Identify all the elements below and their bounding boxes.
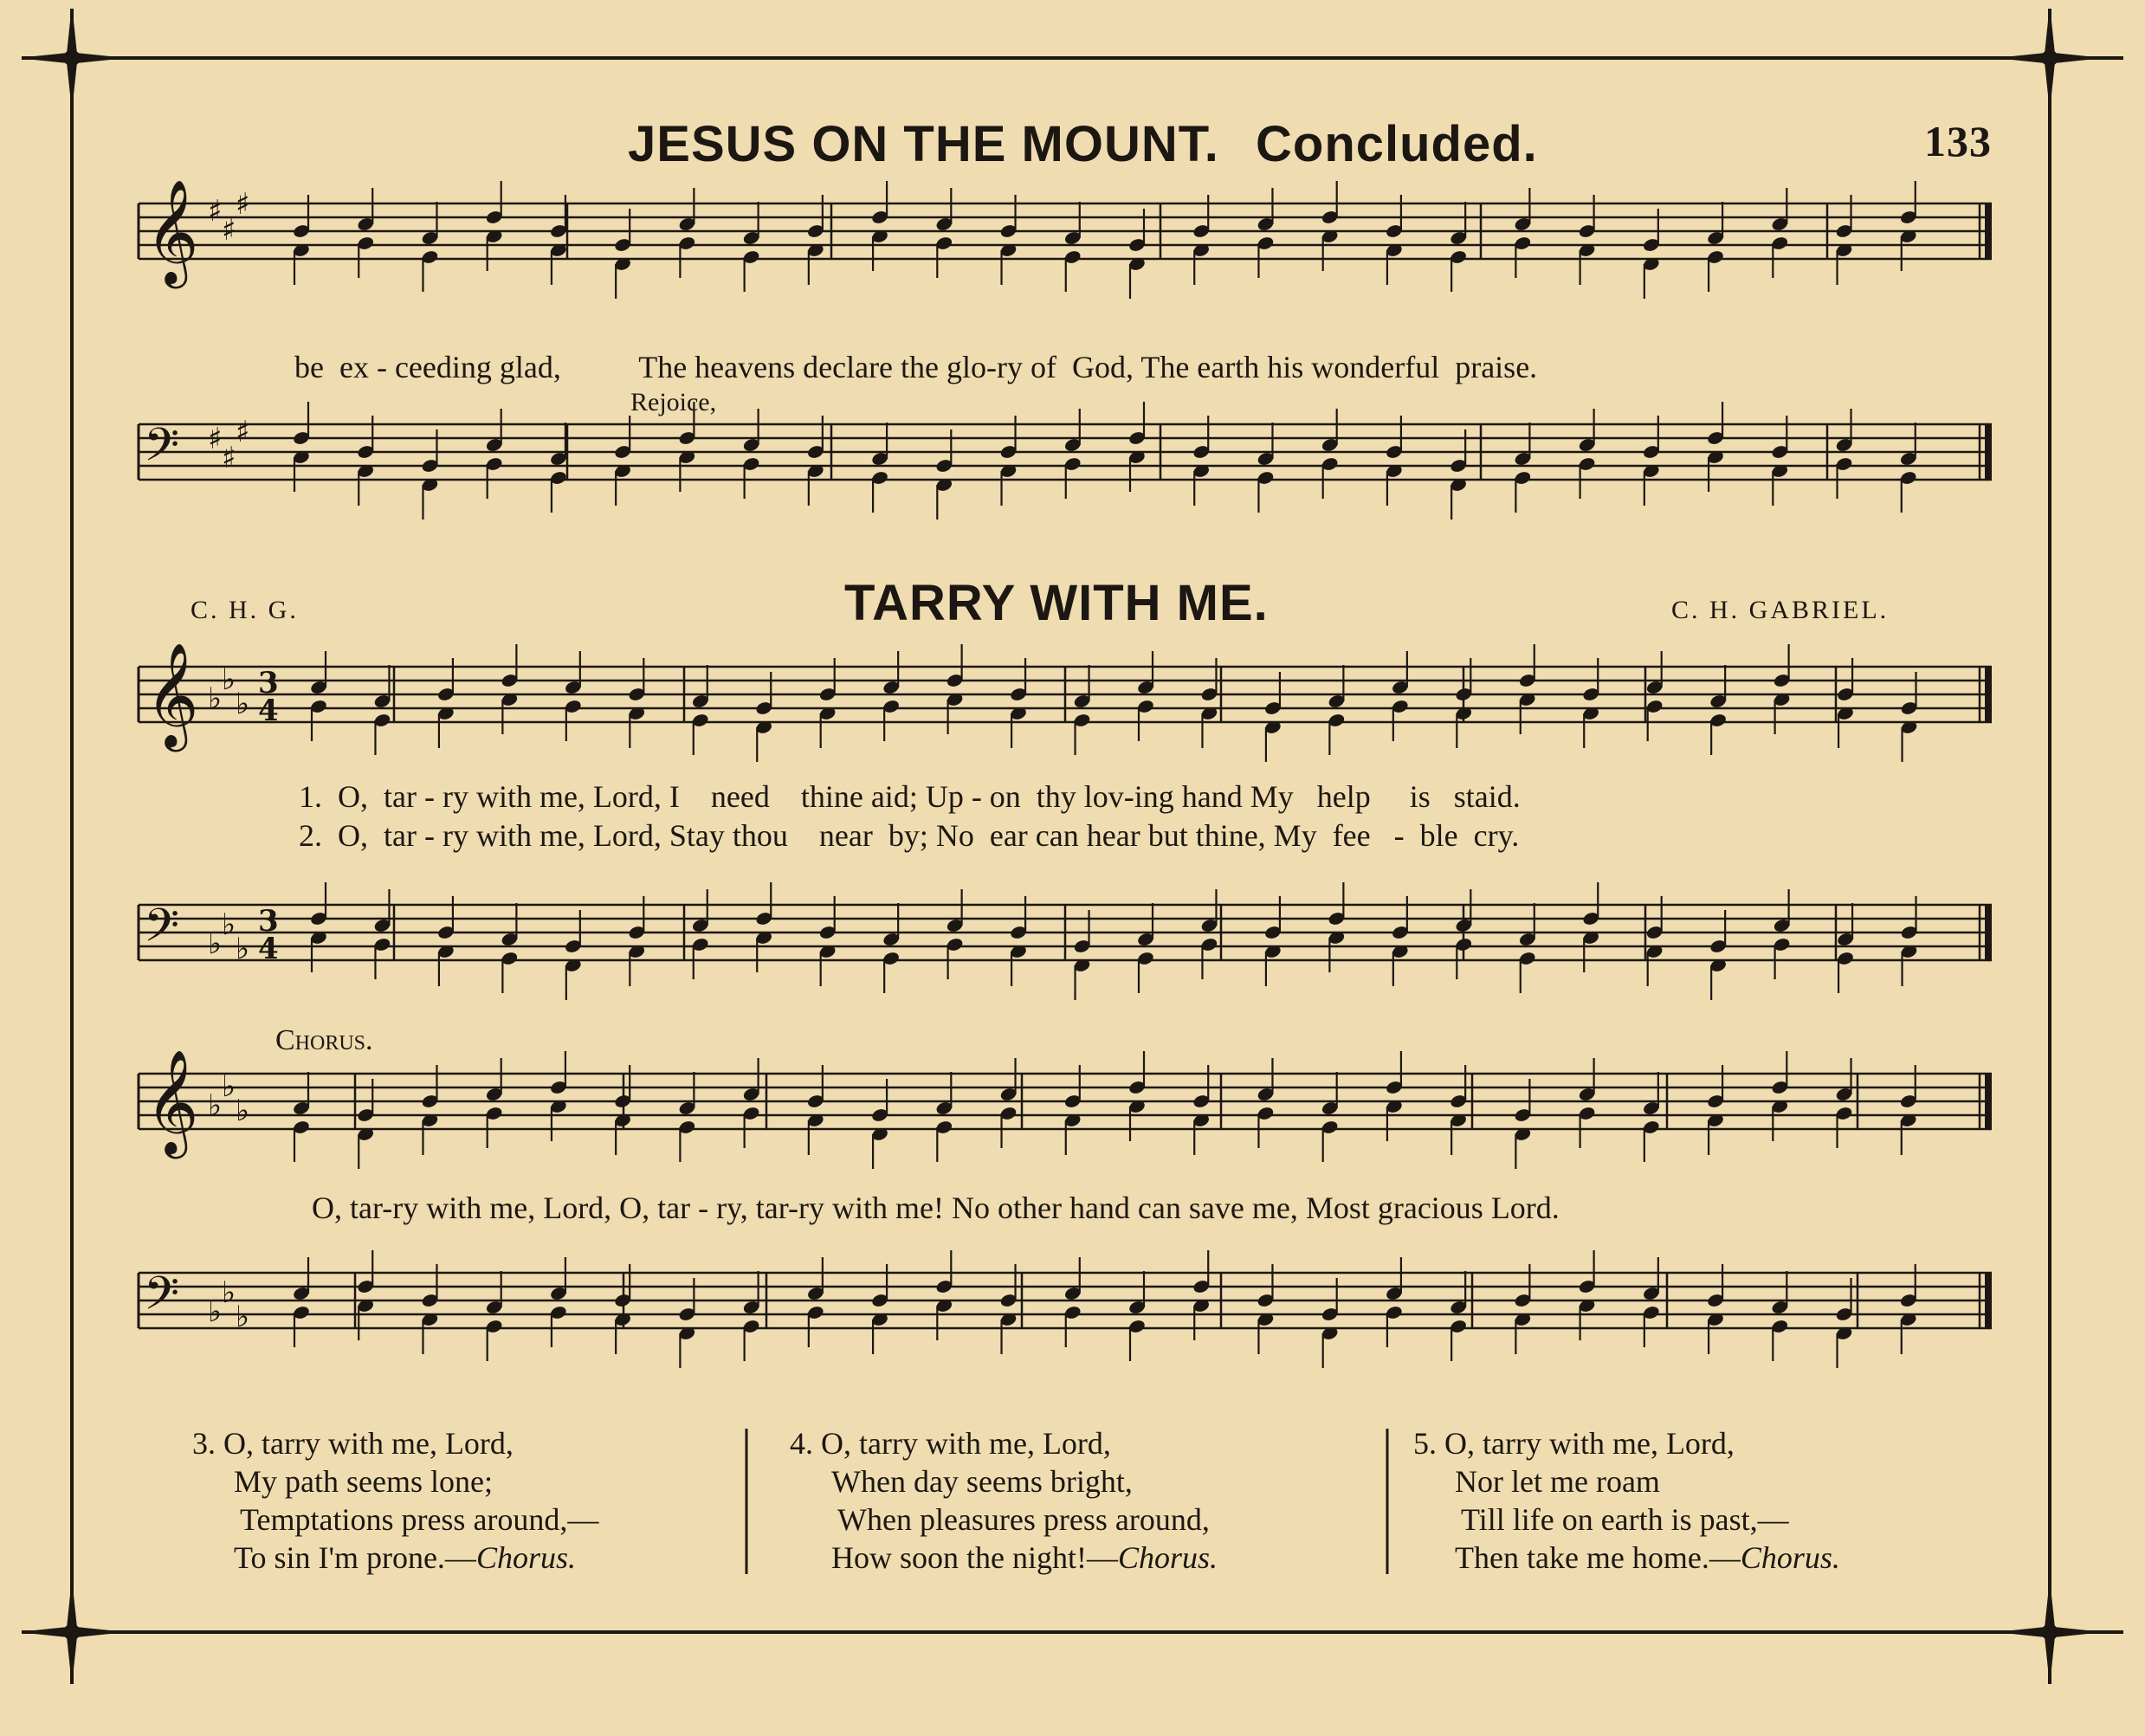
time-signature-bottom: 4 bbox=[258, 694, 279, 728]
verse-5 bbox=[1413, 1424, 1840, 1577]
corner-ornament-icon bbox=[2000, 1583, 2100, 1681]
hymn2-verse1-line: 1. O, tar - ry with me, Lord, I need thine aid; Up - on thy lov-ing hand My help is staid. bbox=[299, 779, 1521, 814]
corner-ornament-icon bbox=[22, 9, 122, 107]
sharp-sign-icon: ♯ bbox=[236, 187, 250, 222]
hymn2-author: C. H. G. bbox=[191, 596, 299, 624]
flat-sign-icon: ♭ bbox=[222, 1275, 236, 1310]
flat-sign-icon: ♭ bbox=[236, 1094, 250, 1128]
verse-line: When pleasures press around, bbox=[837, 1502, 1210, 1537]
hymn1-subtitle: Concluded. bbox=[1256, 116, 1538, 172]
hymn1-alto-cue: Rejoice, bbox=[630, 388, 717, 416]
sharp-sign-icon: ♯ bbox=[208, 422, 223, 456]
treble-clef-icon: 𝄞 bbox=[145, 642, 199, 747]
verse-line: Temptations press around,— bbox=[240, 1502, 599, 1537]
flat-sign-icon: ♭ bbox=[208, 1088, 223, 1123]
flat-sign-icon: ♭ bbox=[208, 1294, 223, 1329]
verse-line: Nor let me roam bbox=[1455, 1464, 1660, 1499]
verse-line: 3. O, tarry with me, Lord, bbox=[192, 1426, 514, 1461]
flat-sign-icon: ♭ bbox=[222, 662, 236, 697]
sharp-sign-icon: ♯ bbox=[222, 213, 236, 248]
corner-ornament-icon bbox=[2000, 9, 2100, 107]
verse-line: To sin I'm prone.—Chorus. bbox=[234, 1540, 576, 1575]
verse-line: 5. O, tarry with me, Lord, bbox=[1413, 1426, 1735, 1461]
flat-sign-icon: ♭ bbox=[208, 681, 223, 716]
verse-3 bbox=[192, 1424, 598, 1577]
bass-clef-icon: 𝄢 bbox=[144, 900, 180, 964]
page-number: 133 bbox=[1924, 117, 1992, 165]
verse-4 bbox=[790, 1424, 1218, 1577]
time-signature-top: 3 bbox=[258, 904, 279, 939]
time-signature-top: 3 bbox=[258, 666, 279, 700]
hymn2-title: TARRY WITH ME. bbox=[844, 575, 1269, 631]
treble-clef-icon: 𝄞 bbox=[145, 1049, 199, 1154]
hymn2-composer: C. H. GABRIEL. bbox=[1671, 596, 1890, 624]
flat-sign-icon: ♭ bbox=[208, 926, 223, 961]
treble-clef-icon: 𝄞 bbox=[145, 178, 199, 284]
verse-line: Then take me home.—Chorus. bbox=[1455, 1540, 1840, 1575]
bass-clef-icon: 𝄢 bbox=[144, 1268, 180, 1332]
flat-sign-icon: ♭ bbox=[236, 1300, 250, 1334]
chorus-label: Chorus. bbox=[275, 1024, 373, 1056]
flat-sign-icon: ♭ bbox=[236, 932, 250, 966]
hymn1-title: JESUS ON THE MOUNT. bbox=[628, 116, 1219, 172]
sharp-sign-icon: ♯ bbox=[208, 194, 223, 229]
verse-line: 4. O, tarry with me, Lord, bbox=[790, 1426, 1111, 1461]
bass-clef-icon: 𝄢 bbox=[144, 419, 180, 483]
verse-line: When day seems bright, bbox=[831, 1464, 1133, 1499]
time-signature-bottom: 4 bbox=[258, 932, 279, 966]
flat-sign-icon: ♭ bbox=[222, 1069, 236, 1104]
chorus-lyric-line: O, tar-ry with me, Lord, O, tar - ry, tar-ry with me! No other hand can save me, Most gracious Lord. bbox=[312, 1191, 1560, 1225]
hymn2-verse2-line: 2. O, tar - ry with me, Lord, Stay thou near by; No ear can hear but thine, My fee - ble cry. bbox=[299, 818, 1520, 853]
verse-line: How soon the night!—Chorus. bbox=[831, 1540, 1218, 1575]
flat-sign-icon: ♭ bbox=[236, 687, 250, 721]
sharp-sign-icon: ♯ bbox=[222, 441, 236, 475]
sharp-sign-icon: ♯ bbox=[236, 415, 250, 449]
hymn1-lyric-line: be ex - ceeding glad, The heavens declare the glo-ry of God, The earth his wonderful praise. bbox=[294, 350, 1538, 384]
corner-ornament-icon bbox=[22, 1583, 122, 1681]
verse-line: Till life on earth is past,— bbox=[1461, 1502, 1789, 1537]
flat-sign-icon: ♭ bbox=[222, 907, 236, 942]
verse-line: My path seems lone; bbox=[234, 1464, 493, 1499]
